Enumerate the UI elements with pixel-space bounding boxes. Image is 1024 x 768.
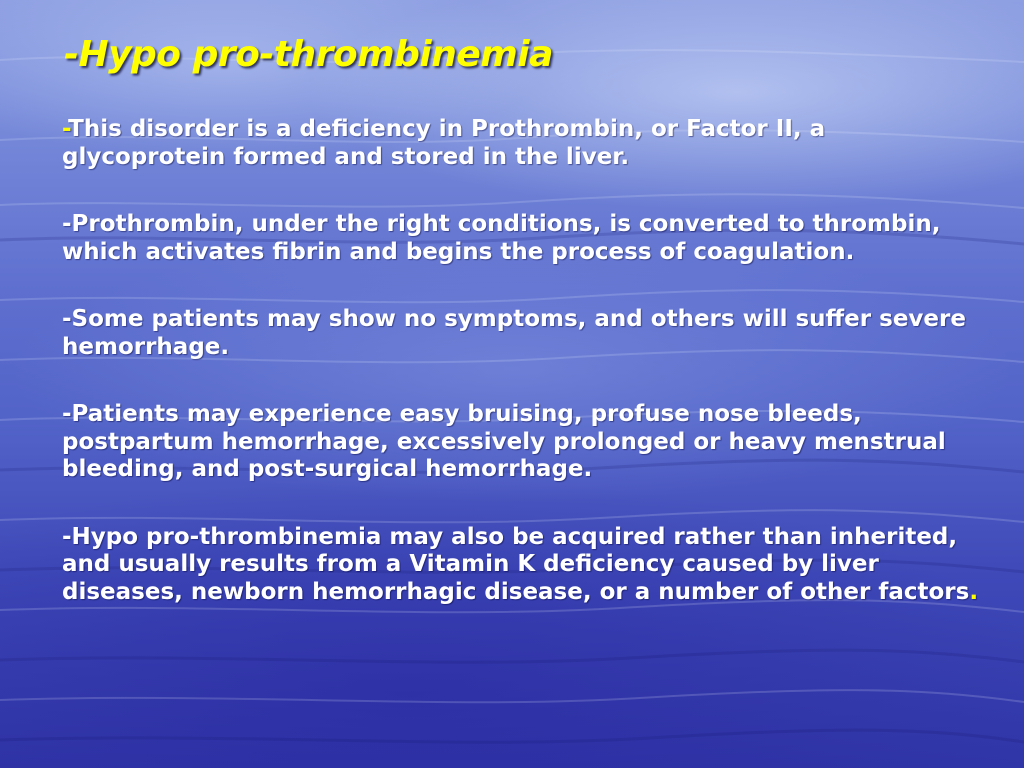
slide-body: [62, 116, 992, 646]
paragraph-1-lead: -: [62, 116, 69, 142]
paragraph-2: -Prothrombin, under the right conditions, is converted to thrombin, which activates fibrin and begins the process of coagulation.: [62, 211, 941, 265]
paragraph-1: [62, 116, 992, 171]
paragraph-5: [62, 524, 992, 607]
paragraph-4: -Patients may experience easy bruising, profuse nose bleeds, postpartum hemorrhage, excessively prolonged or heavy menstrual bleeding, and post-surgical hemorrhage.: [62, 401, 946, 482]
paragraph-3: -Some patients may show no symptoms, and others will suffer severe hemorrhage.: [62, 306, 966, 360]
paragraph-1-text: This disorder is a deficiency in Prothrombin, or Factor II, a glycoprotein formed and stored in the liver.: [62, 116, 826, 170]
slide-title: -Hypo pro-thrombinemia: [64, 34, 553, 75]
paragraph-5-text: -Hypo pro-thrombinemia may also be acquired rather than inherited, and usually results from a Vitamin K deficiency caused by liver diseases, newborn hemorrhagic disease, or a number of other factors: [62, 523, 970, 605]
paragraph-5-trail: .: [969, 578, 979, 605]
